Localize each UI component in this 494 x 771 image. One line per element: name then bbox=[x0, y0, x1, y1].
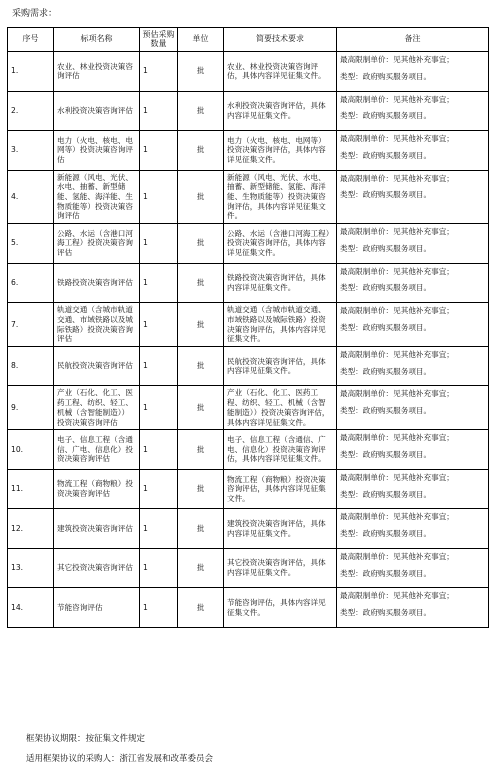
row-item-name: 节能咨询评估 bbox=[54, 588, 140, 628]
row-item-name: 水利投资决策咨询评估 bbox=[54, 91, 140, 131]
row-item-name: 电子、信息工程（含通信、广电、信息化）投资决策咨询评估 bbox=[54, 430, 140, 470]
row-index: 3. bbox=[8, 131, 54, 171]
row-remarks bbox=[337, 263, 489, 303]
service-type-note: 类型：政府购买服务项目。 bbox=[340, 283, 432, 293]
table-header-row bbox=[8, 28, 489, 52]
service-type-note: 类型：政府购买服务项目。 bbox=[340, 608, 432, 618]
service-type-note: 类型：政府购买服务项目。 bbox=[340, 150, 432, 160]
row-requirements: 农业、林业投资决策咨询评估，具体内容详见征集文件。 bbox=[224, 52, 337, 92]
table-row bbox=[8, 303, 489, 347]
table-row bbox=[8, 430, 489, 470]
max-unit-price-note: 最高限制单价：见其他补充事宜； bbox=[340, 591, 454, 601]
row-index: 12. bbox=[8, 509, 54, 549]
table-row bbox=[8, 52, 489, 92]
row-item-name: 农业、林业投资决策咨询评估 bbox=[54, 52, 140, 92]
row-remarks bbox=[337, 52, 489, 92]
row-remarks bbox=[337, 469, 489, 509]
max-unit-price-note: 最高限制单价：见其他补充事宜； bbox=[340, 55, 454, 64]
row-remarks bbox=[337, 131, 489, 171]
header-unit: 单位 bbox=[178, 28, 224, 52]
row-unit: 批 bbox=[178, 131, 224, 171]
procurement-table bbox=[7, 27, 489, 628]
row-item-name: 电力（火电、核电、电网等）投资决策咨询评估 bbox=[54, 131, 140, 171]
row-quantity: 1 bbox=[140, 224, 178, 264]
row-quantity: 1 bbox=[140, 509, 178, 549]
max-unit-price-note: 最高限制单价：见其他补充事宜； bbox=[340, 512, 454, 522]
row-requirements: 节能咨询评估，具体内容详见征集文件。 bbox=[224, 588, 337, 628]
service-type-note: 类型：政府购买服务项目。 bbox=[340, 489, 432, 499]
row-requirements: 电子、信息工程（含通信、广电、信息化）投资决策咨询评估，具体内容详见征集文件。 bbox=[224, 430, 337, 470]
row-index: 8. bbox=[8, 346, 54, 386]
row-requirements: 电力（火电、核电、电网等）投资决策咨询评估，具体内容详见征集文件。 bbox=[224, 131, 337, 171]
row-requirements: 新能源（风电、光伏、水电、抽蓄、新型储能、氢能、海洋能、生物质能等）投资决策咨询评估，具体内容详见征集文件。 bbox=[224, 170, 337, 224]
row-index: 5. bbox=[8, 224, 54, 264]
row-requirements: 其它投资决策咨询评估，具体内容详见征集文件。 bbox=[224, 548, 337, 588]
service-type-note: 类型：政府购买服务项目。 bbox=[340, 406, 432, 416]
row-quantity: 1 bbox=[140, 303, 178, 347]
applicable-purchaser: 适用框架协议的采购人：浙江省发展和改革委员会 bbox=[26, 754, 214, 764]
max-unit-price-note: 最高限制单价：见其他补充事宜； bbox=[340, 306, 454, 316]
row-unit: 批 bbox=[178, 263, 224, 303]
service-type-note: 类型：政府购买服务项目。 bbox=[340, 243, 432, 253]
table-row bbox=[8, 170, 489, 224]
row-remarks bbox=[337, 170, 489, 224]
max-unit-price-note: 最高限制单价：见其他补充事宜； bbox=[340, 389, 454, 399]
row-unit: 批 bbox=[178, 224, 224, 264]
table-row bbox=[8, 509, 489, 549]
max-unit-price-note: 最高限制单价：见其他补充事宜； bbox=[340, 173, 454, 183]
row-unit: 批 bbox=[178, 91, 224, 131]
row-requirements: 产业（石化、化工、医药工程、纺织、轻工、机械（含智能制造））投资决策咨询评估，具体内容详见征集文件。 bbox=[224, 386, 337, 430]
row-remarks bbox=[337, 588, 489, 628]
table-row bbox=[8, 548, 489, 588]
row-quantity: 1 bbox=[140, 469, 178, 509]
row-item-name: 其它投资决策咨询评估 bbox=[54, 548, 140, 588]
row-requirements: 轨道交通（含城市轨道交通、市域铁路以及城际铁路）投资决策咨询评估，具体内容详见征集文件。 bbox=[224, 303, 337, 347]
row-quantity: 1 bbox=[140, 91, 178, 131]
row-requirements: 公路、水运（含港口河海工程）投资决策咨询评估，具体内容详见征集文件。 bbox=[224, 224, 337, 264]
table-row bbox=[8, 224, 489, 264]
table-row bbox=[8, 131, 489, 171]
row-requirements: 铁路投资决策咨询评估，具体内容详见征集文件。 bbox=[224, 263, 337, 303]
row-remarks bbox=[337, 509, 489, 549]
row-unit: 批 bbox=[178, 346, 224, 386]
table-row bbox=[8, 469, 489, 509]
service-type-note: 类型：政府购买服务项目。 bbox=[340, 529, 432, 539]
row-item-name: 铁路投资决策咨询评估 bbox=[54, 263, 140, 303]
service-type-note: 类型：政府购买服务项目。 bbox=[340, 568, 432, 578]
header-quantity: 预估采购数量 bbox=[140, 28, 178, 52]
row-item-name: 新能源（风电、光伏、水电、抽蓄、新型储能、氢能、海洋能、生物质能等）投资决策咨询评估 bbox=[54, 170, 140, 224]
max-unit-price-note: 最高限制单价：见其他补充事宜； bbox=[340, 266, 454, 276]
row-index: 1. bbox=[8, 52, 54, 92]
header-item-name: 标项名称 bbox=[54, 28, 140, 52]
row-index: 13. bbox=[8, 548, 54, 588]
service-type-note: 类型：政府购买服务项目。 bbox=[340, 71, 432, 81]
row-requirements: 物流工程（商物粮）投资决策咨询评估，具体内容详见征集文件。 bbox=[224, 469, 337, 509]
row-quantity: 1 bbox=[140, 430, 178, 470]
row-index: 7. bbox=[8, 303, 54, 347]
row-quantity: 1 bbox=[140, 386, 178, 430]
service-type-note: 类型：政府购买服务项目。 bbox=[340, 366, 432, 376]
table-row bbox=[8, 588, 489, 628]
row-item-name: 物流工程（商物粮）投资决策咨询评估 bbox=[54, 469, 140, 509]
row-remarks bbox=[337, 548, 489, 588]
table-row bbox=[8, 346, 489, 386]
max-unit-price-note: 最高限制单价：见其他补充事宜； bbox=[340, 94, 454, 104]
row-requirements: 建筑投资决策咨询评估，具体内容详见征集文件。 bbox=[224, 509, 337, 549]
row-quantity: 1 bbox=[140, 588, 178, 628]
header-requirements: 简要技术要求 bbox=[224, 28, 337, 52]
row-remarks bbox=[337, 386, 489, 430]
row-index: 10. bbox=[8, 430, 54, 470]
row-remarks bbox=[337, 303, 489, 347]
row-requirements: 水利投资决策咨询评估，具体内容详见征集文件。 bbox=[224, 91, 337, 131]
row-item-name: 建筑投资决策咨询评估 bbox=[54, 509, 140, 549]
service-type-note: 类型：政府购买服务项目。 bbox=[340, 450, 432, 460]
agreement-period: 框架协议期限：按征集文件规定 bbox=[26, 734, 146, 744]
row-quantity: 1 bbox=[140, 346, 178, 386]
row-index: 11. bbox=[8, 469, 54, 509]
row-remarks bbox=[337, 430, 489, 470]
row-unit: 批 bbox=[178, 430, 224, 470]
row-remarks bbox=[337, 91, 489, 131]
row-unit: 批 bbox=[178, 386, 224, 430]
row-unit: 批 bbox=[178, 469, 224, 509]
service-type-note: 类型：政府购买服务项目。 bbox=[340, 111, 432, 121]
table-row bbox=[8, 91, 489, 131]
row-quantity: 1 bbox=[140, 548, 178, 588]
row-index: 4. bbox=[8, 170, 54, 224]
row-item-name: 公路、水运（含港口河海工程）投资决策咨询评估 bbox=[54, 224, 140, 264]
row-index: 9. bbox=[8, 386, 54, 430]
row-index: 2. bbox=[8, 91, 54, 131]
row-quantity: 1 bbox=[140, 263, 178, 303]
row-item-name: 产业（石化、化工、医药工程、纺织、轻工、机械（含智能制造））投资决策咨询评估 bbox=[54, 386, 140, 430]
header-index: 序号 bbox=[8, 28, 54, 52]
service-type-note: 类型：政府购买服务项目。 bbox=[340, 322, 432, 332]
max-unit-price-note: 最高限制单价：见其他补充事宜； bbox=[340, 349, 454, 359]
row-item-name: 轨道交通（含城市轨道交通、市域铁路以及城际铁路）投资决策咨询评估 bbox=[54, 303, 140, 347]
row-unit: 批 bbox=[178, 303, 224, 347]
row-index: 14. bbox=[8, 588, 54, 628]
max-unit-price-note: 最高限制单价：见其他补充事宜； bbox=[340, 472, 454, 482]
row-index: 6. bbox=[8, 263, 54, 303]
row-unit: 批 bbox=[178, 548, 224, 588]
row-unit: 批 bbox=[178, 170, 224, 224]
row-unit: 批 bbox=[178, 588, 224, 628]
max-unit-price-note: 最高限制单价：见其他补充事宜； bbox=[340, 551, 454, 561]
row-item-name: 民航投资决策咨询评估 bbox=[54, 346, 140, 386]
max-unit-price-note: 最高限制单价：见其他补充事宜； bbox=[340, 134, 454, 143]
row-unit: 批 bbox=[178, 509, 224, 549]
service-type-note: 类型：政府购买服务项目。 bbox=[340, 190, 432, 200]
table-row bbox=[8, 386, 489, 430]
header-remarks: 备注 bbox=[337, 28, 489, 52]
max-unit-price-note: 最高限制单价：见其他补充事宜； bbox=[340, 433, 454, 443]
table-row bbox=[8, 263, 489, 303]
row-requirements: 民航投资决策咨询评估，具体内容详见征集文件。 bbox=[224, 346, 337, 386]
max-unit-price-note: 最高限制单价：见其他补充事宜； bbox=[340, 227, 454, 237]
row-remarks bbox=[337, 224, 489, 264]
row-quantity: 1 bbox=[140, 170, 178, 224]
section-heading: 采购需求： bbox=[12, 9, 58, 19]
row-remarks bbox=[337, 346, 489, 386]
row-quantity: 1 bbox=[140, 52, 178, 92]
row-quantity: 1 bbox=[140, 131, 178, 171]
row-unit: 批 bbox=[178, 52, 224, 92]
